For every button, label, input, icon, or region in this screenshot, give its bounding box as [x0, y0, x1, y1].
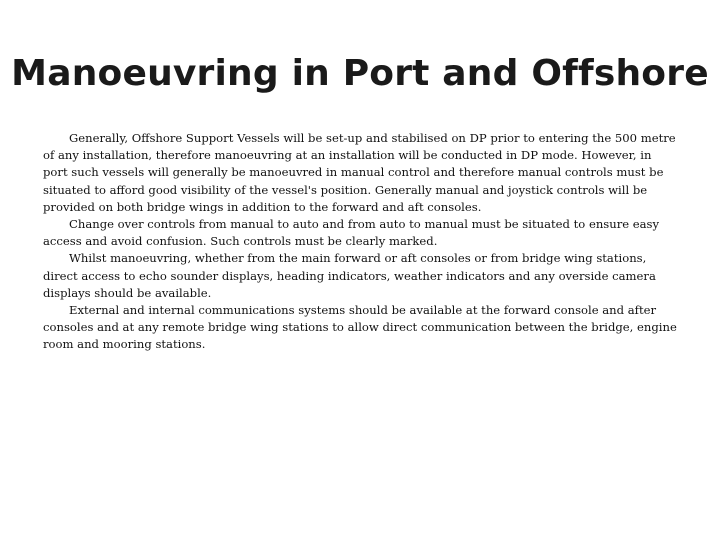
body-paragraph: Change over controls from manual to auto and from auto to manual must be situated to ensure easy access and avoid confusion. Such controls must be clearly marked. — [43, 217, 660, 249]
body-paragraph: Whilst manoeuvring, whether from the main forward or aft consoles or from bridge wing stations, direct access to echo sounder displays, heading indicators, weather indicators and any overside camera displays should be available. — [43, 251, 656, 300]
slide-body — [43, 130, 679, 354]
body-paragraph: Generally, Offshore Support Vessels will be set-up and stabilised on DP prior to entering the 500 metre of any installation, therefore manoeuvring at an installation will be conducted in DP mode. However, in port such vessels will generally be manoeuvred in manual control and therefore manual controls must be situated to afford good visibility of the vessel's position. Generally manual and joystick controls will be provided on both bridge wings in addition to the forward and aft consoles. — [43, 131, 676, 214]
slide-title: Manoeuvring in Port and Offshore — [11, 53, 709, 95]
body-paragraph: External and internal communications systems should be available at the forward console and after consoles and at any remote bridge wing stations to allow direct communication between the bridge, engine room and mooring stations. — [43, 303, 677, 352]
